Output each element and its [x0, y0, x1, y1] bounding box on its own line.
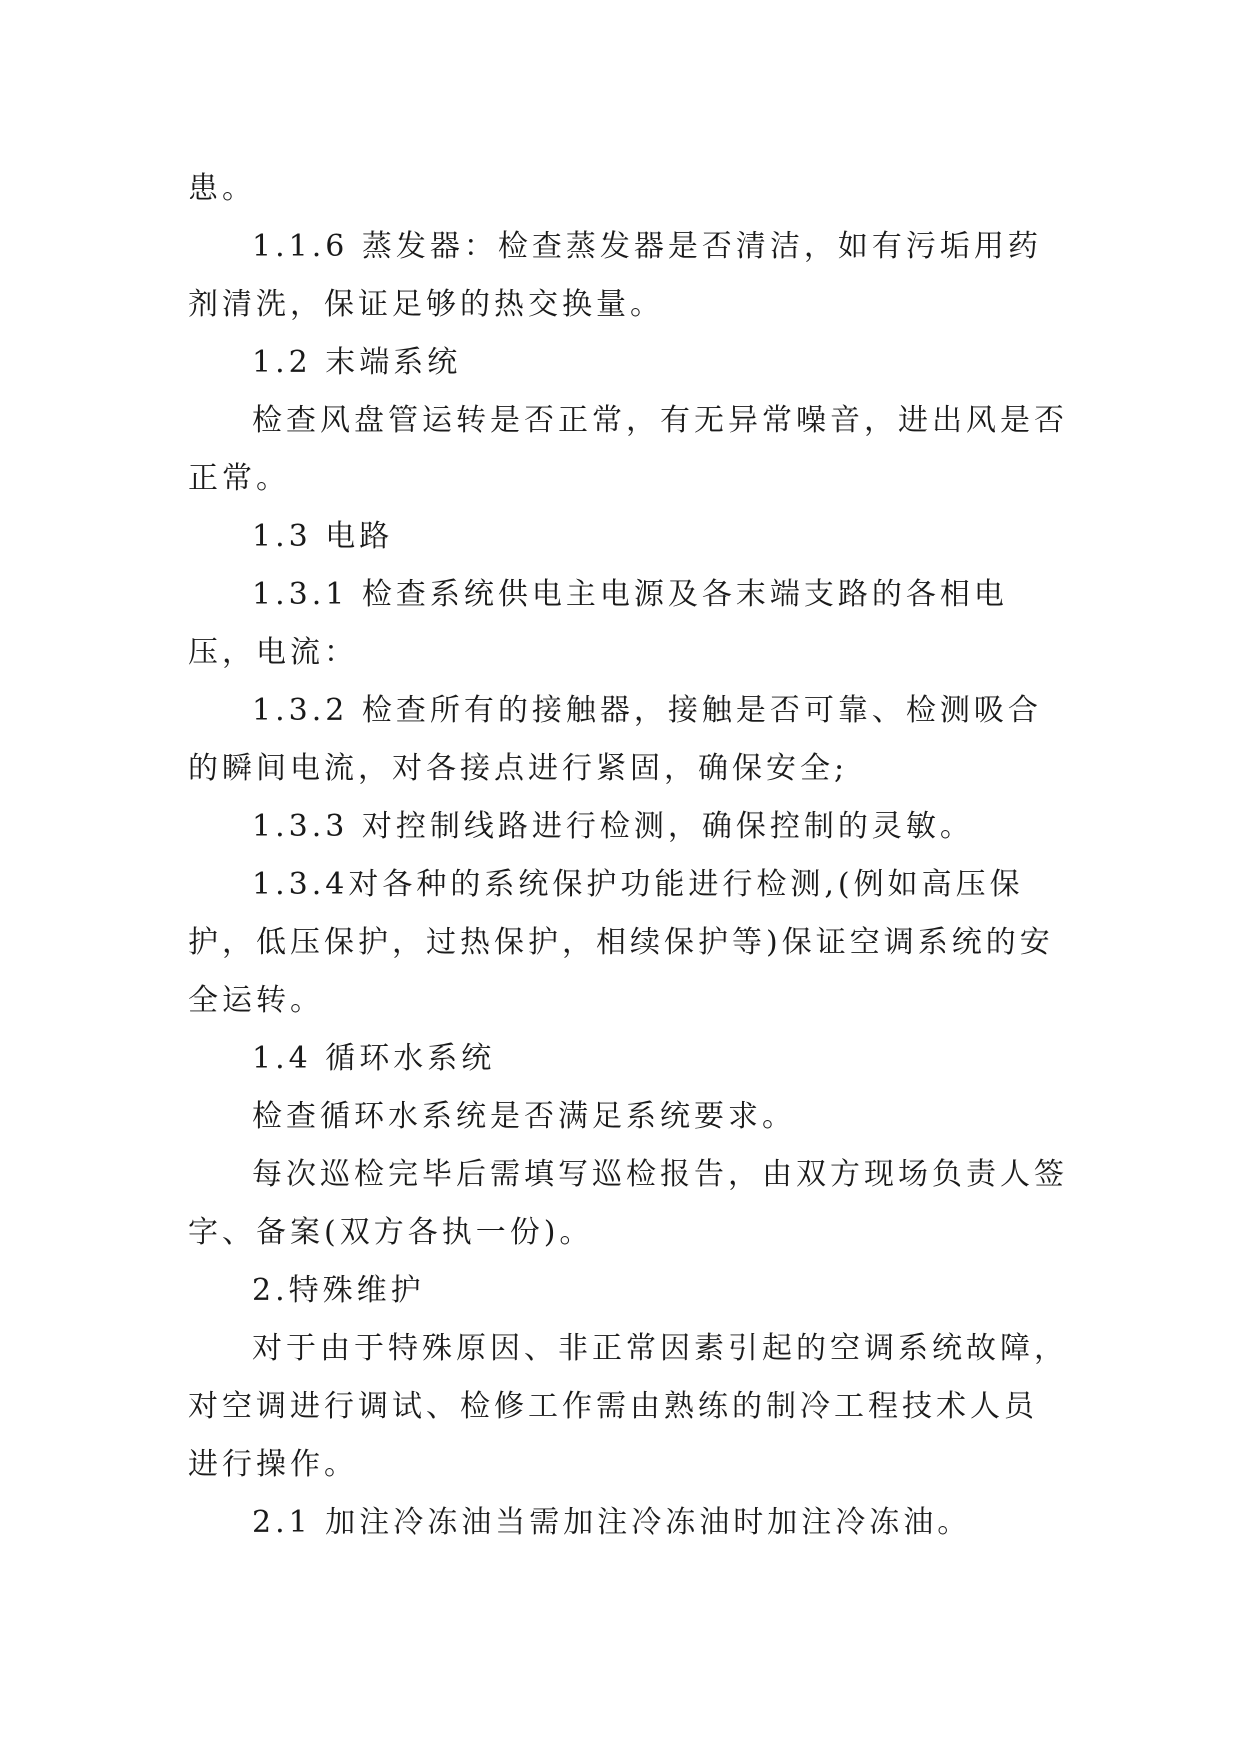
paragraph: 1.3.1 检查系统供电主电源及各末端支路的各相电压，电流： [188, 577, 1008, 670]
paragraph: 对于由于特殊原因、非正常因素引起的空调系统故障，对空调进行调试、检修工作需由熟练的制冷工程技术人员进行操作。 [188, 1331, 1068, 1482]
paragraph: 2.1 加注冷冻油当需加注冷冻油时加注冷冻油。 [252, 1505, 972, 1540]
paragraph: 1.3.4对各种的系统保护功能进行检测,(例如高压保护，低压保护，过热保护，相续保护等)保证空调系统的安全运转。 [188, 867, 1054, 1018]
document-body [188, 160, 1068, 1552]
section-heading: 1.4 循环水系统 [252, 1041, 496, 1076]
paragraph: 检查循环水系统是否满足系统要求。 [252, 1099, 796, 1134]
paragraph: 每次巡检完毕后需填写巡检报告，由双方现场负责人签字、备案(双方各执一份)。 [188, 1157, 1068, 1250]
paragraph: 检查风盘管运转是否正常，有无异常噪音，进出风是否正常。 [188, 403, 1068, 496]
paragraph: 1.3.2 检查所有的接触器，接触是否可靠、检测吸合的瞬间电流，对各接点进行紧固，确保安全; [188, 693, 1042, 786]
section-heading: 1.3 电路 [252, 519, 394, 554]
paragraph: 1.3.3 对控制线路进行检测，确保控制的灵敏。 [252, 809, 974, 844]
section-heading: 2.特殊维护 [252, 1273, 425, 1308]
paragraph: 患。 [188, 171, 256, 206]
section-heading: 1.2 末端系统 [252, 345, 462, 380]
paragraph: 1.1.6 蒸发器：检查蒸发器是否清洁，如有污垢用药剂清洗，保证足够的热交换量。 [188, 229, 1042, 322]
